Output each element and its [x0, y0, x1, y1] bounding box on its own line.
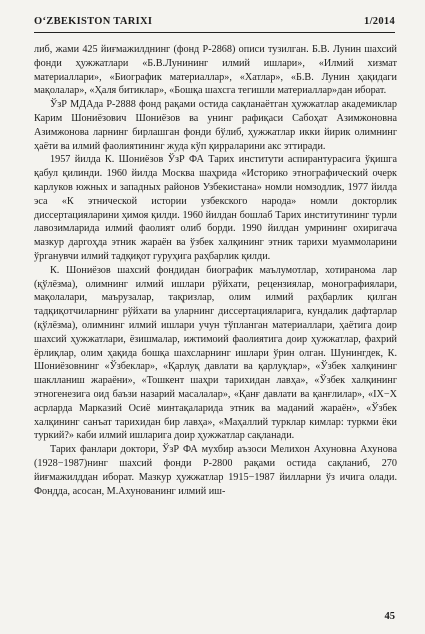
article-body — [34, 43, 397, 498]
running-header — [34, 8, 395, 33]
paragraph-continuation: либ, жами 425 йиғмажилднинг (фонд Р-2868) описи тузилган. Б.В. Лунин шахсий фонди ҳужжатлари «Б.В.Лунининг илмий ишлари», «Илмий хизмат материаллари», «Биографик материаллар», «Хатлар», «Б.В. Лунин ҳақидаги мақолалар», «Ҳаля битиклар», «Бошқа шахсга тегишли материаллар»дан иборат. — [34, 44, 397, 97]
paragraph: 1957 йилда К. Шониёзов ЎзР ФА Тарих институти аспирантурасига ўқишга қабул қилинди. 1960 йилда Москва шаҳрида «Историко этнографический очерк карлуков южных и западных районов Узбекистана» номли номзодлик, 1977 йилда эса «К этнической истории узбекского народа» номли докторлик диссертацияларини ҳимоя қилди. 1960 йилдан бошлаб Тарих институтининг турли лавозимларида илмий фаолият олиб борди. 1990 йилдан умрининг охиригача мазкур даргоҳда этник жараён ва ўзбек халқининг этник тарихи муаммоларини ўрганувчи илмий тадқиқот гуруҳига раҳбарлик қилди. — [34, 154, 397, 262]
page-number: 45 — [384, 611, 395, 622]
paragraph: К. Шониёзов шахсий фондидан биографик маълумотлар, хотиранома лар (қўлёзма), олимнинг илмий ишлари рўйхати, рецензиялар, монографиялари, мақолалари, маърузалар, тақризлар, олим илмий раҳбарлик қилган тадқиқотчиларнинг рўйхати ва уларнинг диссертацияларига, кундалик дафтарлар (қўлёзма), олимнинг илмий ишлари учун тўпланган материаллари, ҳаётига доир шахсий ҳужжатлари, ёзишмалар, ижтимоий фаолиятига доир ҳужжатлар, фахрий ёрлиқлар, олим ҳақида бошқа шахсларнинг ишлари ўрин олган. Шунингдек, К. Шониёзовнинг «Ўзбеклар», «Қарлуқ давлати ва қарлуқлар», «Ўзбек халқининг шаклланиш жараёни», «Тошкент шаҳри тарихидан лавҳа», «Ўзбек халқининг этногенезига оид баъзи назарий масалалар», «Қанғ давлати ва қанғлилар», «IX−X асрларда Марказий Осиё минтақаларида этник ва маданий жараён», «Ўзбек халқининг санъат тарихидан бир лавҳа», «Маҳаллий турклар кимлар: туркми ёки туркий?» каби илмий ишларига доир ҳужжатлар сақланади. — [34, 264, 397, 442]
paragraph: ЎзР МДАда Р-2888 фонд рақами остида сақланаётган ҳужжатлар академиклар Карим Шониёзович Шониёзов ва унинг рафиқаси Сабоҳат Азимжоновна Азимжонова ларнинг бирлашган фонди бўлиб, ҳужжатлар икки йирик олимнинг ҳаёти ва илмий фаолиятининг жуда кўп қирраларини акс эттиради. — [34, 99, 397, 152]
journal-title: O‘ZBEKISTON TARIXI — [34, 16, 153, 27]
paragraph: Тарих фанлари доктори, ЎзР ФА мухбир аъзоси Мелихон Ахуновна Ахунова (1928−1987)нинг шахсий фонди Р-2800 рақами остида сақланиб, 270 йиғмажилддан иборат. Мазкур ҳужжатлар 1915−1987 йилларни ўз ичига олади. Фондда, асосан, М.Ахунованинг илмий иш- — [34, 444, 397, 497]
issue-number: 1/2014 — [364, 16, 395, 27]
